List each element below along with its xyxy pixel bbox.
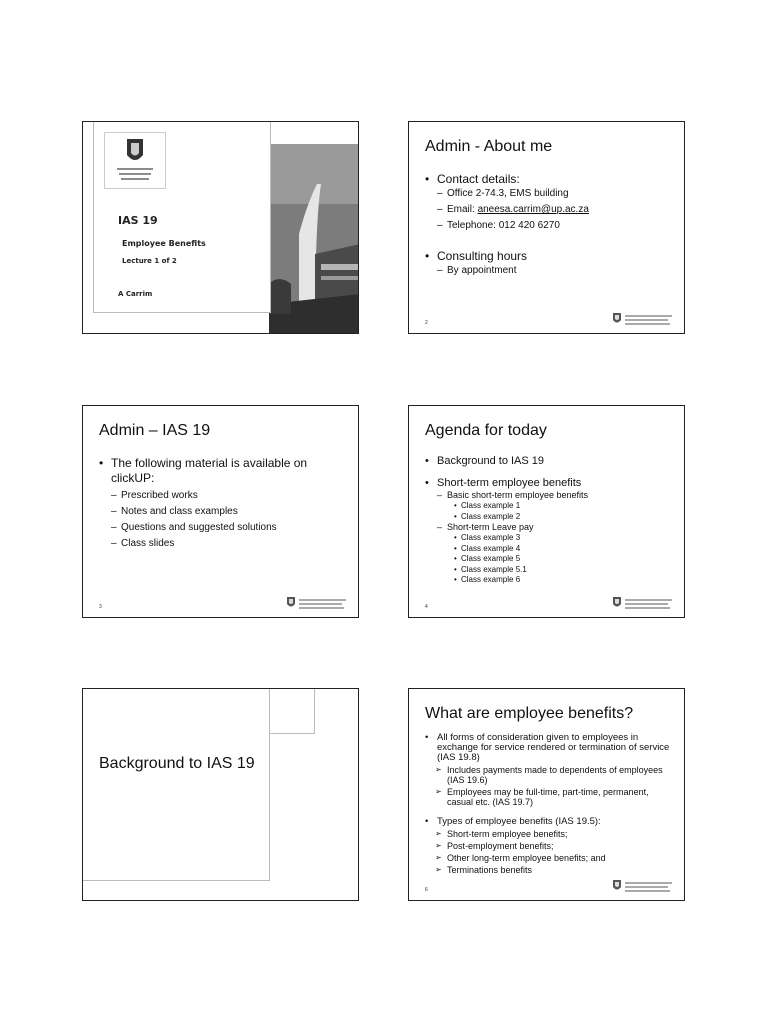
corner-box xyxy=(269,689,315,734)
building-photo xyxy=(269,144,359,334)
university-crest-icon xyxy=(284,595,348,613)
lecture-subtitle: Employee Benefits xyxy=(122,239,206,248)
bullet: • Contact details: xyxy=(425,172,675,187)
lecture-title: IAS 19 xyxy=(118,214,158,227)
slide-5-section-title xyxy=(82,688,359,901)
slide-title: Admin - About me xyxy=(425,138,553,155)
sub-bullet: – Prescribed works xyxy=(99,489,339,502)
slide-2-about-me xyxy=(408,121,685,334)
slide-body xyxy=(425,733,675,875)
university-crest-icon xyxy=(610,878,674,896)
slide-1-title xyxy=(82,121,359,334)
email-link[interactable]: aneesa.carrim@up.ac.za xyxy=(477,204,589,215)
bullet: • Types of employee benefits (IAS 19.5): xyxy=(425,816,675,827)
university-crest-icon xyxy=(610,311,674,329)
sub-sub-bullet: • Class example 4 xyxy=(425,544,675,555)
sub-bullet: – Basic short-term employee benefits xyxy=(425,490,675,501)
slide-3-admin-ias19 xyxy=(82,405,359,618)
slide-6-employee-benefits xyxy=(408,688,685,901)
section-title: Background to IAS 19 xyxy=(99,755,255,772)
slide-body xyxy=(425,454,675,586)
slide-title: Agenda for today xyxy=(425,422,547,439)
sub-bullet: – Questions and suggested solutions xyxy=(99,521,339,534)
sub-bullet: – Telephone: 012 420 6270 xyxy=(425,219,675,232)
slide-4-agenda xyxy=(408,405,685,618)
page-number: 6 xyxy=(425,887,428,893)
sub-sub-bullet: • Class example 5.1 xyxy=(425,565,675,576)
arrow-bullet: ➢ Other long-term employee benefits; and xyxy=(425,853,675,863)
sub-sub-bullet: • Class example 6 xyxy=(425,575,675,586)
arrow-bullet: ➢ Post-employment benefits; xyxy=(425,841,675,851)
bullet: • Short-term employee benefits xyxy=(425,476,675,490)
page-number: 4 xyxy=(425,604,428,610)
sub-bullet: – Notes and class examples xyxy=(99,505,339,518)
university-logo xyxy=(104,132,166,189)
sub-bullet-email: – Email: aneesa.carrim@up.ac.za xyxy=(425,203,675,216)
arrow-bullet: ➢ Terminations benefits xyxy=(425,865,675,875)
bullet: • All forms of consideration given to employees in exchange for service rendered or termination of service (IAS 19.8) xyxy=(425,733,675,763)
arrow-bullet: ➢ Short-term employee benefits; xyxy=(425,829,675,839)
arrow-bullet: ➢ Employees may be full-time, part-time, permanent, casual etc. (IAS 19.7) xyxy=(425,787,675,807)
lecture-author: A Carrim xyxy=(118,290,153,298)
bullet: • The following material is available on clickUP: xyxy=(99,456,339,486)
sub-sub-bullet: • Class example 5 xyxy=(425,554,675,565)
bullet: • Consulting hours xyxy=(425,249,675,264)
slide-title: Admin – IAS 19 xyxy=(99,422,211,439)
page-number: 3 xyxy=(99,604,102,610)
sub-sub-bullet: • Class example 1 xyxy=(425,501,675,512)
slide-body xyxy=(425,172,675,277)
slide-title: What are employee benefits? xyxy=(425,705,634,722)
sub-bullet: – Class slides xyxy=(99,537,339,550)
sub-sub-bullet: • Class example 3 xyxy=(425,533,675,544)
sub-sub-bullet: • Class example 2 xyxy=(425,512,675,523)
bullet: • Background to IAS 19 xyxy=(425,454,675,468)
section-frame xyxy=(83,689,270,881)
university-crest-icon xyxy=(610,595,674,613)
title-panel xyxy=(93,122,271,313)
lecture-number: Lecture 1 of 2 xyxy=(122,257,177,265)
page-number: 2 xyxy=(425,320,428,326)
sub-bullet: – Office 2-74.3, EMS building xyxy=(425,187,675,200)
arrow-bullet: ➢ Includes payments made to dependents of employees (IAS 19.6) xyxy=(425,765,675,785)
sub-bullet: – Short-term Leave pay xyxy=(425,522,675,533)
sub-bullet: – By appointment xyxy=(425,264,675,277)
slide-body xyxy=(99,456,339,550)
